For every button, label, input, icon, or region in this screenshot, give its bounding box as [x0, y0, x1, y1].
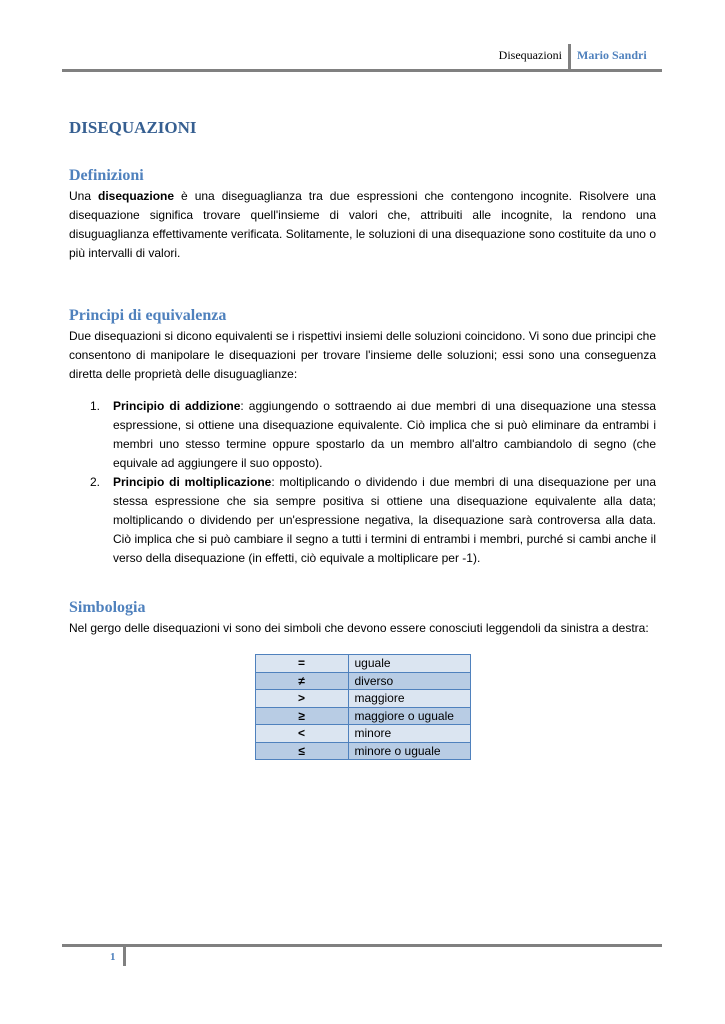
list-number: 1.	[90, 399, 101, 413]
table-row	[255, 707, 470, 725]
header-title: Disequazioni	[498, 48, 562, 62]
meaning-cell: minore	[348, 725, 470, 743]
section-heading-definizioni: Definizioni	[69, 167, 144, 184]
meaning-cell: uguale	[348, 655, 470, 673]
meaning-cell: minore o uguale	[348, 742, 470, 760]
section-heading-simbologia: Simbologia	[69, 599, 146, 616]
meaning-cell: maggiore	[348, 690, 470, 708]
simbologia-intro: Nel gergo delle disequazioni vi sono dei simboli che devono essere conosciuti leggendoli da sinistra a destra:	[69, 621, 649, 635]
symbol-cell: <	[255, 725, 348, 743]
list-item-text: : aggiungendo o sottraendo ai due membri di una disequazione una stessa espressione, si ottiene una disequazione equivalente. Ciò implica che si può eliminare da entrambi i membri uno stesso termine oppure spostarlo da un membro all'altro cambiandolo di segno (che equivale ad aggiungere il suo opposto).	[113, 399, 656, 470]
definizioni-text-rest: è una diseguaglianza tra due espressioni che contengono incognite. Risolvere una disequazione significa trovare quell'insieme di valori che, attribuiti alle incognite, la rendono una disuguaglianza effettivamente verificata. Solitamente, le soluzioni di una disequazione sono costituite da uno o più intervalli di valori.	[69, 189, 656, 260]
definizioni-term: disequazione	[98, 189, 175, 203]
section-heading-principi: Principi di equivalenza	[69, 307, 227, 324]
header-author: Mario Sandri	[577, 48, 647, 62]
symbol-cell: ≠	[255, 672, 348, 690]
footer-rule	[62, 944, 662, 947]
meaning-cell: maggiore o uguale	[348, 707, 470, 725]
page-number: 1	[110, 951, 116, 963]
document-body	[69, 118, 656, 760]
symbol-table	[255, 654, 471, 760]
table-row	[255, 672, 470, 690]
list-item-text: : moltiplicando o dividendo i due membri di una disequazione per una stessa espressione che sia sempre positiva si ottiene una disequazione equivalente alla data; moltiplicando o dividendo per un'espressione negativa, la disequazione sarà controversa alla data. Ciò implica che si può cambiare il segno a tutti i termini di entrambi i membri, purché si cambi anche il verso della disequazione (in effetti, ciò equivale a moltiplicare per -1).	[113, 475, 656, 565]
footer-divider	[123, 944, 126, 966]
list-item	[69, 473, 656, 568]
symbol-cell: =	[255, 655, 348, 673]
header-rule	[62, 69, 662, 72]
document-title: DISEQUAZIONI	[69, 118, 197, 137]
table-row	[255, 655, 470, 673]
table-row	[255, 742, 470, 760]
meaning-cell: diverso	[348, 672, 470, 690]
header-divider	[568, 44, 571, 70]
principi-list	[69, 397, 656, 568]
definizioni-paragraph	[69, 187, 656, 263]
symbol-cell: ≤	[255, 742, 348, 760]
symbol-cell: >	[255, 690, 348, 708]
principi-intro: Due disequazioni si dicono equivalenti se i rispettivi insiemi delle soluzioni coincidono. Vi sono due principi che consentono di manipolare le disequazioni per trovare l'insieme delle soluzioni; essi sono una conseguenza diretta delle proprietà delle disuguaglianze:	[69, 329, 656, 381]
list-item	[69, 397, 656, 473]
table-row	[255, 690, 470, 708]
definizioni-text-start: Una	[69, 189, 99, 203]
table-row	[255, 725, 470, 743]
symbol-cell: ≥	[255, 707, 348, 725]
list-number: 2.	[90, 475, 101, 489]
list-item-term: Principio di moltiplicazione	[113, 475, 272, 489]
list-item-term: Principio di addizione	[113, 399, 241, 413]
